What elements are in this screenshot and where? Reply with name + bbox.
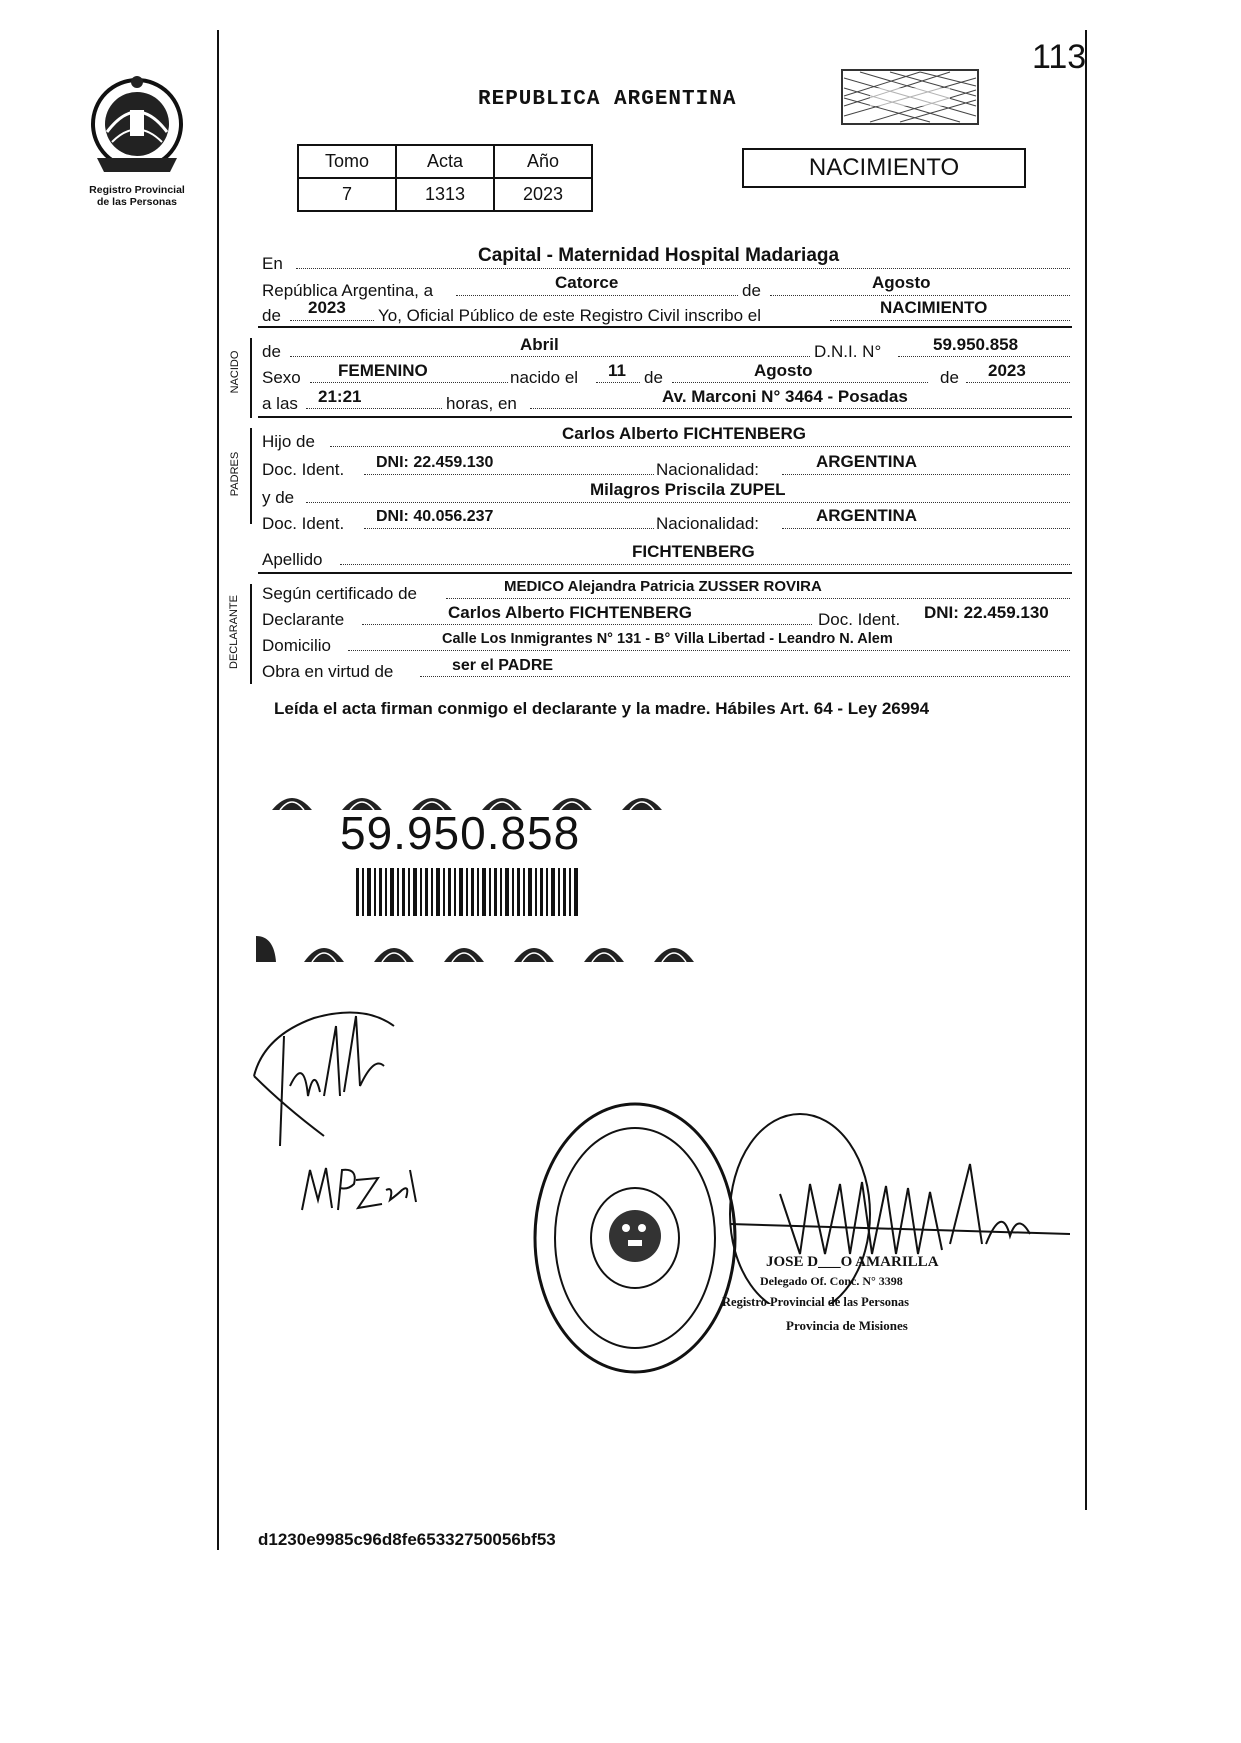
dots-birth-year (966, 382, 1070, 383)
mother-doc-value: DNI: 40.056.237 (376, 508, 494, 525)
dots-place (296, 268, 1070, 269)
official-title: Delegado Of. Conc. N° 3398 (760, 1274, 903, 1288)
year-value: 2023 (308, 298, 346, 317)
dots-declarant (362, 624, 812, 625)
page-number: 113 (1032, 38, 1087, 76)
month-value: Agosto (872, 273, 931, 292)
time-value: 21:21 (318, 387, 362, 406)
dots-surname (340, 564, 1070, 565)
birth-year-value: 2023 (988, 361, 1026, 380)
label-de-2: de (262, 306, 281, 325)
label-domicilio: Domicilio (262, 636, 331, 655)
place-value: Capital - Maternidad Hospital Madariaga (478, 245, 840, 266)
dots-domicile (348, 650, 1070, 651)
label-republica: República Argentina, a (262, 281, 434, 300)
dots-birth-month (672, 382, 928, 383)
dots-mother (306, 502, 1070, 503)
right-margin-line (1085, 30, 1087, 1510)
dots-month (770, 295, 1070, 296)
official-name: JOSE D___O AMARILLA (766, 1254, 939, 1270)
side-label-born: NACIDO (229, 350, 241, 394)
label-nacido: nacido el (510, 368, 579, 387)
ref-value-anio: 2023 (494, 178, 592, 211)
registry-logo (82, 72, 192, 182)
dni-sticker-number: 59.950.858 (340, 807, 581, 859)
dots-year (290, 320, 374, 321)
label-doc-mother: Doc. Ident. (262, 514, 345, 533)
father-nat-value: ARGENTINA (816, 452, 918, 471)
stamp-icon (840, 68, 980, 126)
label-nac-mother: Nacionalidad: (656, 514, 760, 533)
birth-month-value: Agosto (754, 361, 813, 380)
side-label-declarant: DECLARANTE (228, 595, 240, 669)
dots-father (330, 446, 1070, 447)
ref-header-tomo: Tomo (298, 145, 396, 178)
dots-certificate (446, 598, 1070, 599)
day-words-value: Catorce (555, 273, 619, 292)
label-de-5: de (940, 368, 959, 387)
name-value: Abril (520, 335, 559, 354)
dots-mother-doc (364, 528, 654, 529)
dots-day (456, 295, 738, 296)
label-horas: horas, en (446, 394, 517, 413)
closing-note: Leída el acta firman conmigo el declarante y la madre. Hábiles Art. 64 - Ley 26994 (274, 699, 930, 718)
section-divider-1 (258, 326, 1072, 328)
reference-table (297, 144, 593, 212)
dots-father-doc (364, 474, 654, 475)
ref-header-acta: Acta (396, 145, 494, 178)
dots-birth-day (596, 382, 640, 383)
label-segun: Según certificado de (262, 584, 417, 603)
label-doc-declarant: Doc. Ident. (818, 610, 901, 629)
declarant-signature (244, 996, 424, 1156)
label-de-4: de (644, 368, 663, 387)
dots-event (830, 320, 1070, 321)
ref-value-acta: 1313 (396, 178, 494, 211)
nacido-bracket (250, 338, 252, 418)
dots-capacity (420, 676, 1070, 677)
official-province: Provincia de Misiones (786, 1318, 908, 1333)
label-doc-father: Doc. Ident. (262, 460, 345, 479)
capacity-value: ser el PADRE (452, 657, 554, 674)
label-nac-father: Nacionalidad: (656, 460, 760, 479)
father-value: Carlos Alberto FICHTENBERG (562, 424, 807, 443)
document-type-box: NACIMIENTO (742, 148, 1026, 188)
father-doc-value: DNI: 22.459.130 (376, 454, 494, 471)
label-dni: D.N.I. N° (814, 342, 882, 361)
barcode-icon (356, 868, 580, 916)
official-office: Registro Provincial de las Personas (722, 1295, 910, 1309)
sex-value: FEMENINO (338, 361, 428, 380)
event-value: NACIMIENTO (880, 298, 988, 317)
declarant-doc-value: DNI: 22.459.130 (924, 603, 1049, 622)
country-title: REPUBLICA ARGENTINA (478, 88, 737, 111)
logo-caption: Registro Provincial de las Personas (89, 184, 185, 208)
declarant-value: Carlos Alberto FICHTENBERG (448, 603, 693, 622)
label-obra: Obra en virtud de (262, 662, 394, 681)
mother-signature (298, 1150, 428, 1220)
dots-time (306, 408, 442, 409)
dots-father-nat (782, 474, 1070, 475)
dots-address (530, 408, 1070, 409)
label-de-1: de (742, 281, 761, 300)
surname-value: FICHTENBERG (632, 542, 755, 561)
address-value: Av. Marconi N° 3464 - Posadas (662, 387, 908, 406)
label-declarante: Declarante (262, 610, 345, 629)
birth-day-value: 11 (608, 361, 626, 380)
dni-sticker-bottom-border (254, 928, 704, 964)
label-hijo: Hijo de (262, 432, 315, 451)
left-margin-line (217, 30, 219, 1550)
certificate-value: MEDICO Alejandra Patricia ZUSSER ROVIRA (504, 578, 822, 595)
ref-value-tomo: 7 (298, 178, 396, 211)
dni-value: 59.950.858 (933, 335, 1019, 354)
label-de-3: de (262, 342, 281, 361)
ref-header-anio: Año (494, 145, 592, 178)
label-alas: a las (262, 394, 298, 413)
section-divider-2 (258, 416, 1072, 418)
dots-dni (898, 356, 1070, 357)
padres-bracket (250, 428, 252, 524)
label-sexo: Sexo (262, 368, 301, 387)
label-en: En (262, 254, 283, 273)
section-divider-3 (258, 572, 1072, 574)
dots-name (290, 356, 810, 357)
label-oficial: Yo, Oficial Público de este Registro Civil inscribo el (378, 306, 761, 325)
label-yde: y de (262, 488, 295, 507)
mother-value: Milagros Priscila ZUPEL (590, 480, 786, 499)
declarante-bracket (250, 584, 252, 684)
label-apellido: Apellido (262, 550, 323, 569)
document-hash: d1230e9985c96d8fe65332750056bf53 (258, 1530, 556, 1549)
dots-sex (310, 382, 508, 383)
side-label-parents: PADRES (229, 451, 241, 497)
dots-mother-nat (782, 528, 1070, 529)
mother-nat-value: ARGENTINA (816, 506, 918, 525)
domicile-value: Calle Los Inmigrantes N° 131 - B° Villa Libertad - Leandro N. Alem (442, 631, 893, 647)
